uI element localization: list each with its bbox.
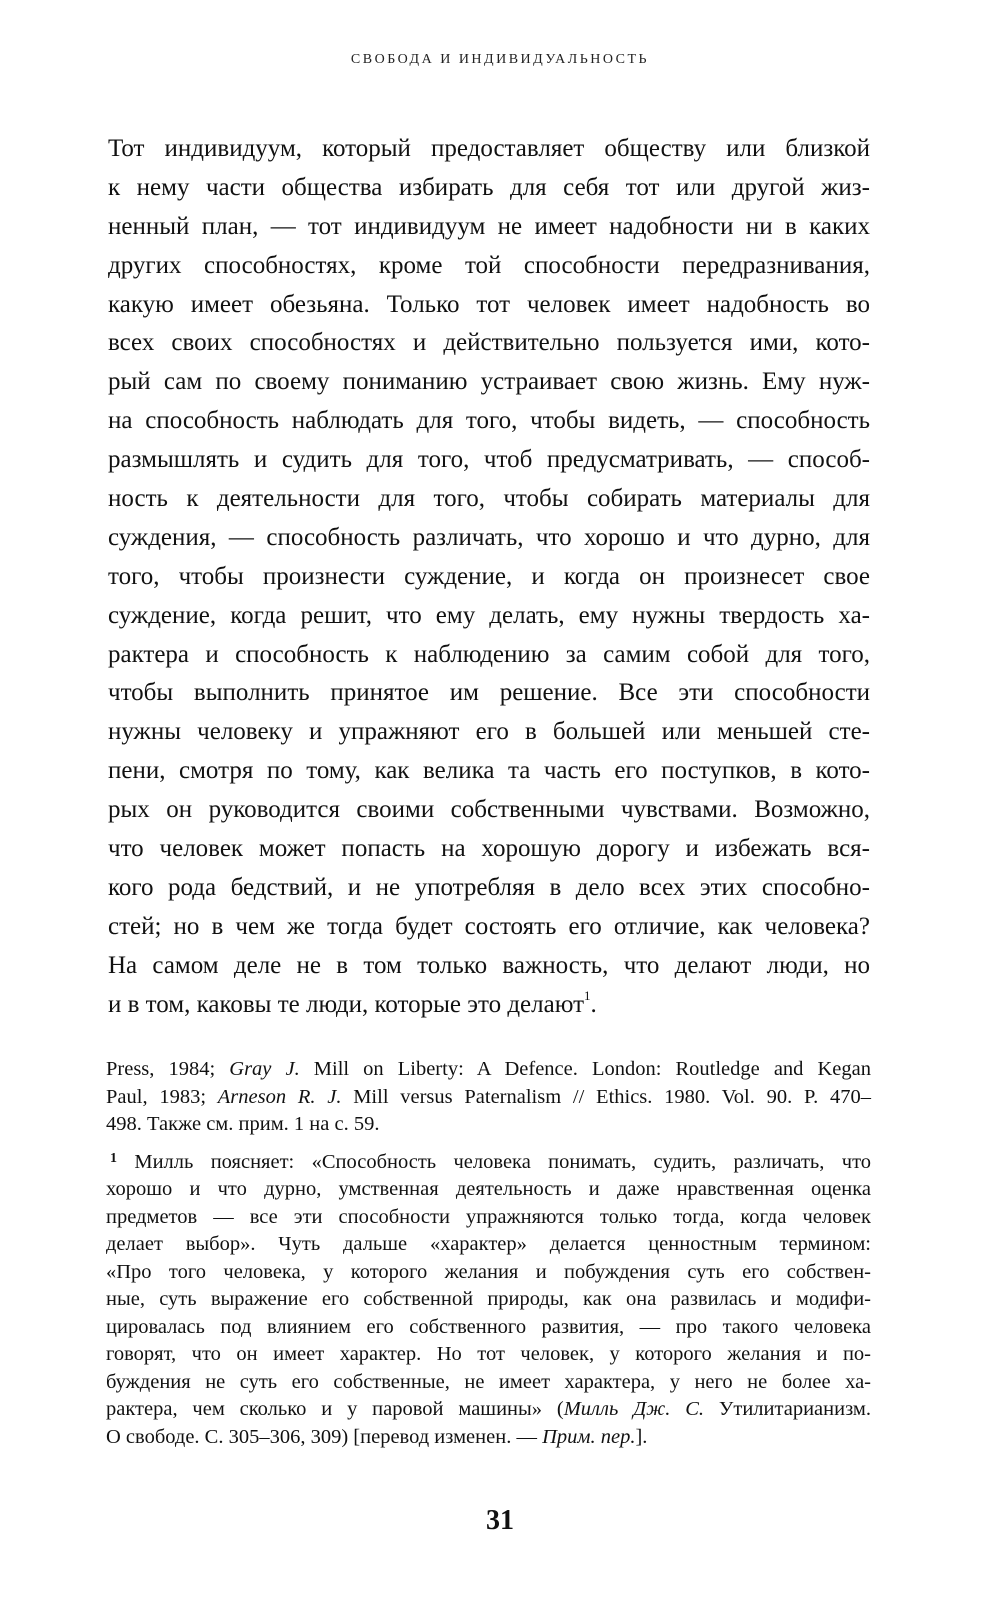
body-line: что человек может попасть на хорошую дорогу и избежать вся- [108, 835, 870, 863]
main-text [108, 130, 870, 1024]
note-author: Arneson R. J. [217, 1085, 342, 1108]
body-line: стей; но в чем же тогда будет состоять его отличие, как человека? [108, 912, 870, 940]
note-line: предметов — все эти способности упражняются только тогда, когда человек [106, 1205, 871, 1228]
footnote-ref: 1 [584, 987, 591, 1003]
body-line: к нему части общества избирать для себя тот или другой жиз- [108, 173, 870, 201]
body-line: рый сам по своему пониманию устраивает свою жизнь. Ему нуж- [108, 368, 870, 396]
body-line: ность к деятельности для того, чтобы собирать материалы для [108, 485, 870, 513]
running-head: СВОБОДА И ИНДИВИДУАЛЬНОСТЬ [350, 52, 650, 67]
body-line: и в том, каковы те люди, которые это делают$^1$. [108, 987, 597, 1018]
body-line: Тот индивидуум, который предоставляет обществу или близкой [108, 135, 870, 162]
note-text: Press, 1984; [106, 1058, 230, 1080]
body-line: какую имеет обезьяна. Только тот человек имеет надобность во [108, 290, 870, 318]
note-line: говорят, что он имеет характер. Но тот человек, у которого желания и по- [106, 1343, 871, 1365]
body-line: суждение, когда решит, что ему делать, ему нужны твердость ха- [108, 601, 870, 629]
note-author: Gray J. [229, 1058, 300, 1080]
body-line: того, чтобы произнести суждение, и когда он произнесет свое [108, 562, 870, 590]
body-line: На самом деле не в том только важность, что делают люди, но [108, 951, 870, 979]
note-text: Mill on Liberty: A Defence. London: Routledge and Kegan [299, 1058, 872, 1080]
note-line [106, 1056, 871, 1084]
body-line-text: и в том, каковы те люди, которые это делают [108, 990, 584, 1018]
footnotes [106, 1056, 871, 1451]
body-line: ненный план, — тот индивидуум не имеет надобности ни в каких [108, 212, 870, 240]
page-number: 31 [486, 1505, 514, 1536]
note-line [106, 1396, 871, 1424]
body-line: размышлять и судить для того, чтоб предусматривать, — способ- [108, 446, 870, 474]
note-line: хорошо и что дурно, умственная деятельность и даже нравственная оценка [106, 1178, 871, 1200]
body-line: кого рода бедствий, и не употребляя в дело всех этих способно- [108, 873, 870, 901]
body-line: других способностях, кроме той способности передразнивания, [108, 251, 870, 279]
note-text: О свободе. С. 305–306, 309) [перевод изменен. — [106, 1425, 543, 1448]
footnote-marker: 1 [110, 1150, 117, 1166]
note-text: Утилитарианизм. [704, 1398, 871, 1420]
note-line: «Про того человека, у которого желания и побуждения суть его собствен- [106, 1260, 871, 1283]
body-line: пени, смотря по тому, как велика та часть его поступков, в кото- [108, 757, 870, 785]
note-line: делает выбор». Чуть дальше «характер» делается ценностным термином: [106, 1233, 871, 1255]
body-line: чтобы выполнить принятое им решение. Все эти способности [108, 679, 870, 707]
note-line [106, 1424, 871, 1452]
note-text: Милль поясняет: «Способность человека понимать, судить, различать, что [134, 1150, 872, 1173]
note-author: Милль Дж. С. [563, 1398, 705, 1420]
note-line: буждения не суть его собственные, не имеет характера, у него не более ха- [106, 1370, 871, 1393]
body-line: нужны человеку и упражняют его в большей или меньшей сте- [108, 718, 870, 746]
note-abbr: Прим. пер. [542, 1425, 636, 1448]
body-line: на способность наблюдать для того, чтобы видеть, — способность [108, 407, 870, 435]
body-line: рых он руководится своими собственными чувствами. Возможно, [108, 796, 870, 824]
note-text: ]. [635, 1425, 648, 1448]
note-line: 498. Также см. прим. 1 на с. 59. [106, 1113, 380, 1135]
note-text: Mill versus Paternalism // Ethics. 1980. Vol. 90. P. 470– [341, 1085, 871, 1108]
body-line: суждения, — способность различать, что хорошо и что дурно, для [108, 523, 870, 551]
note-text: рактера, чем сколько и у паровой машины» ( [106, 1398, 564, 1420]
body-line: рактера и способность к наблюдению за самим собой для того, [108, 640, 870, 668]
note-line [106, 1084, 871, 1112]
note-text: Paul, 1983; [106, 1085, 218, 1108]
note-line: ные, суть выражение его собственной природы, как она развилась и модифи- [106, 1288, 871, 1310]
note-line: цировалась под влиянием его собственного развития, — про такого человека [106, 1315, 871, 1338]
note-line [106, 1149, 871, 1177]
body-line: всех своих способностях и действительно пользуется ими, кото- [108, 329, 870, 357]
